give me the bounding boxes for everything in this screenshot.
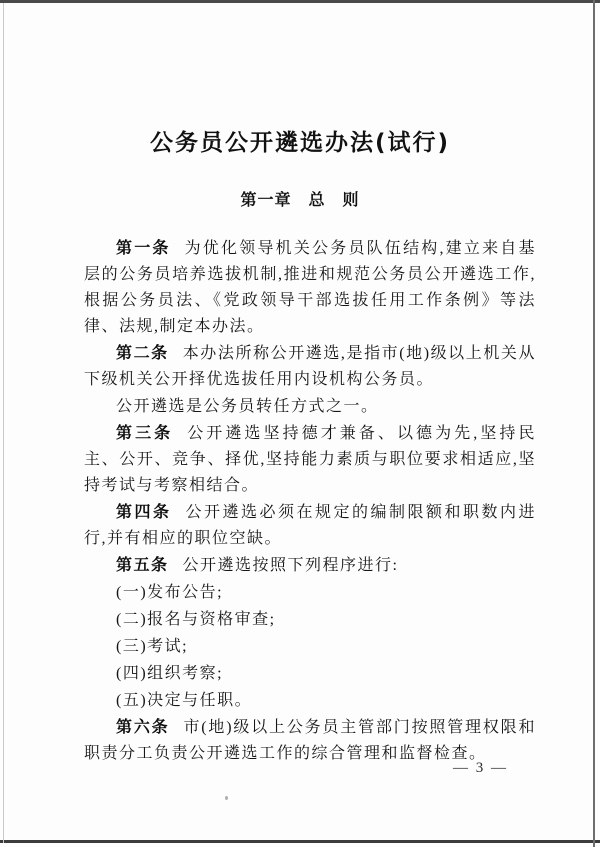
paragraph-text: (三)考试; [116, 638, 189, 655]
chapter-heading: 第一章 总 则 [240, 190, 360, 209]
paragraph-text: 为优化领导机关公务员队伍结构,建立来自基层的公务员培养选拔机制,推进和规范公务员公开遴选工作,根据公务员法、《党政领导干部选拔任用工作条例》等法律、法规,制定本办法。 [84, 240, 536, 335]
paragraph [84, 393, 536, 420]
paragraph-text: (四)组织考察; [116, 665, 224, 682]
document-title: 公务员公开遴选办法(试行) [149, 130, 451, 156]
page-border-top [0, 0, 600, 3]
article-term: 第三条 [116, 423, 174, 442]
page-number: — 3 — [453, 760, 508, 776]
article-term: 第六条 [116, 717, 170, 736]
paragraph [84, 552, 536, 579]
paragraph-text: 公开遴选必须在规定的编制限额和职数内进行,并有相应的职位空缺。 [84, 504, 536, 547]
paragraph-text: 公开遴选是公务员转任方式之一。 [116, 398, 379, 415]
list-item [84, 660, 536, 687]
list-item [84, 687, 536, 714]
paragraph [84, 340, 536, 393]
paragraph [84, 499, 536, 552]
article-term: 第一条 [116, 238, 171, 257]
list-item [84, 606, 536, 633]
document-body [84, 235, 536, 767]
paragraph-text: (一)发布公告; [116, 584, 224, 601]
paragraph-text: (二)报名与资格审查; [116, 611, 276, 628]
article-term: 第二条 [116, 343, 169, 362]
paragraph-text: 市(地)级以上公务员主管部门按照管理权限和职责分工负责公开遴选工作的综合管理和监督检查。 [84, 719, 536, 762]
paragraph [84, 420, 536, 499]
scan-artifact-dot [225, 796, 228, 800]
paragraph [84, 235, 536, 340]
list-item [84, 633, 536, 660]
article-term: 第五条 [116, 555, 169, 574]
article-term: 第四条 [116, 502, 172, 521]
list-item [84, 579, 536, 606]
paragraph-text: 公开遴选坚持德才兼备、以德为先,坚持民主、公开、竞争、择优,坚持能力素质与职位要求相适应,坚持考试与考察相结合。 [84, 425, 536, 494]
paragraph-text: 公开遴选按照下列程序进行: [182, 557, 399, 574]
page-border-bottom [0, 840, 600, 843]
paragraph-text: (五)决定与任职。 [116, 692, 253, 709]
paragraph-text: 本办法所称公开遴选,是指市(地)级以上机关从下级机关公开择优选拔任用内设机构公务员。 [84, 345, 536, 388]
